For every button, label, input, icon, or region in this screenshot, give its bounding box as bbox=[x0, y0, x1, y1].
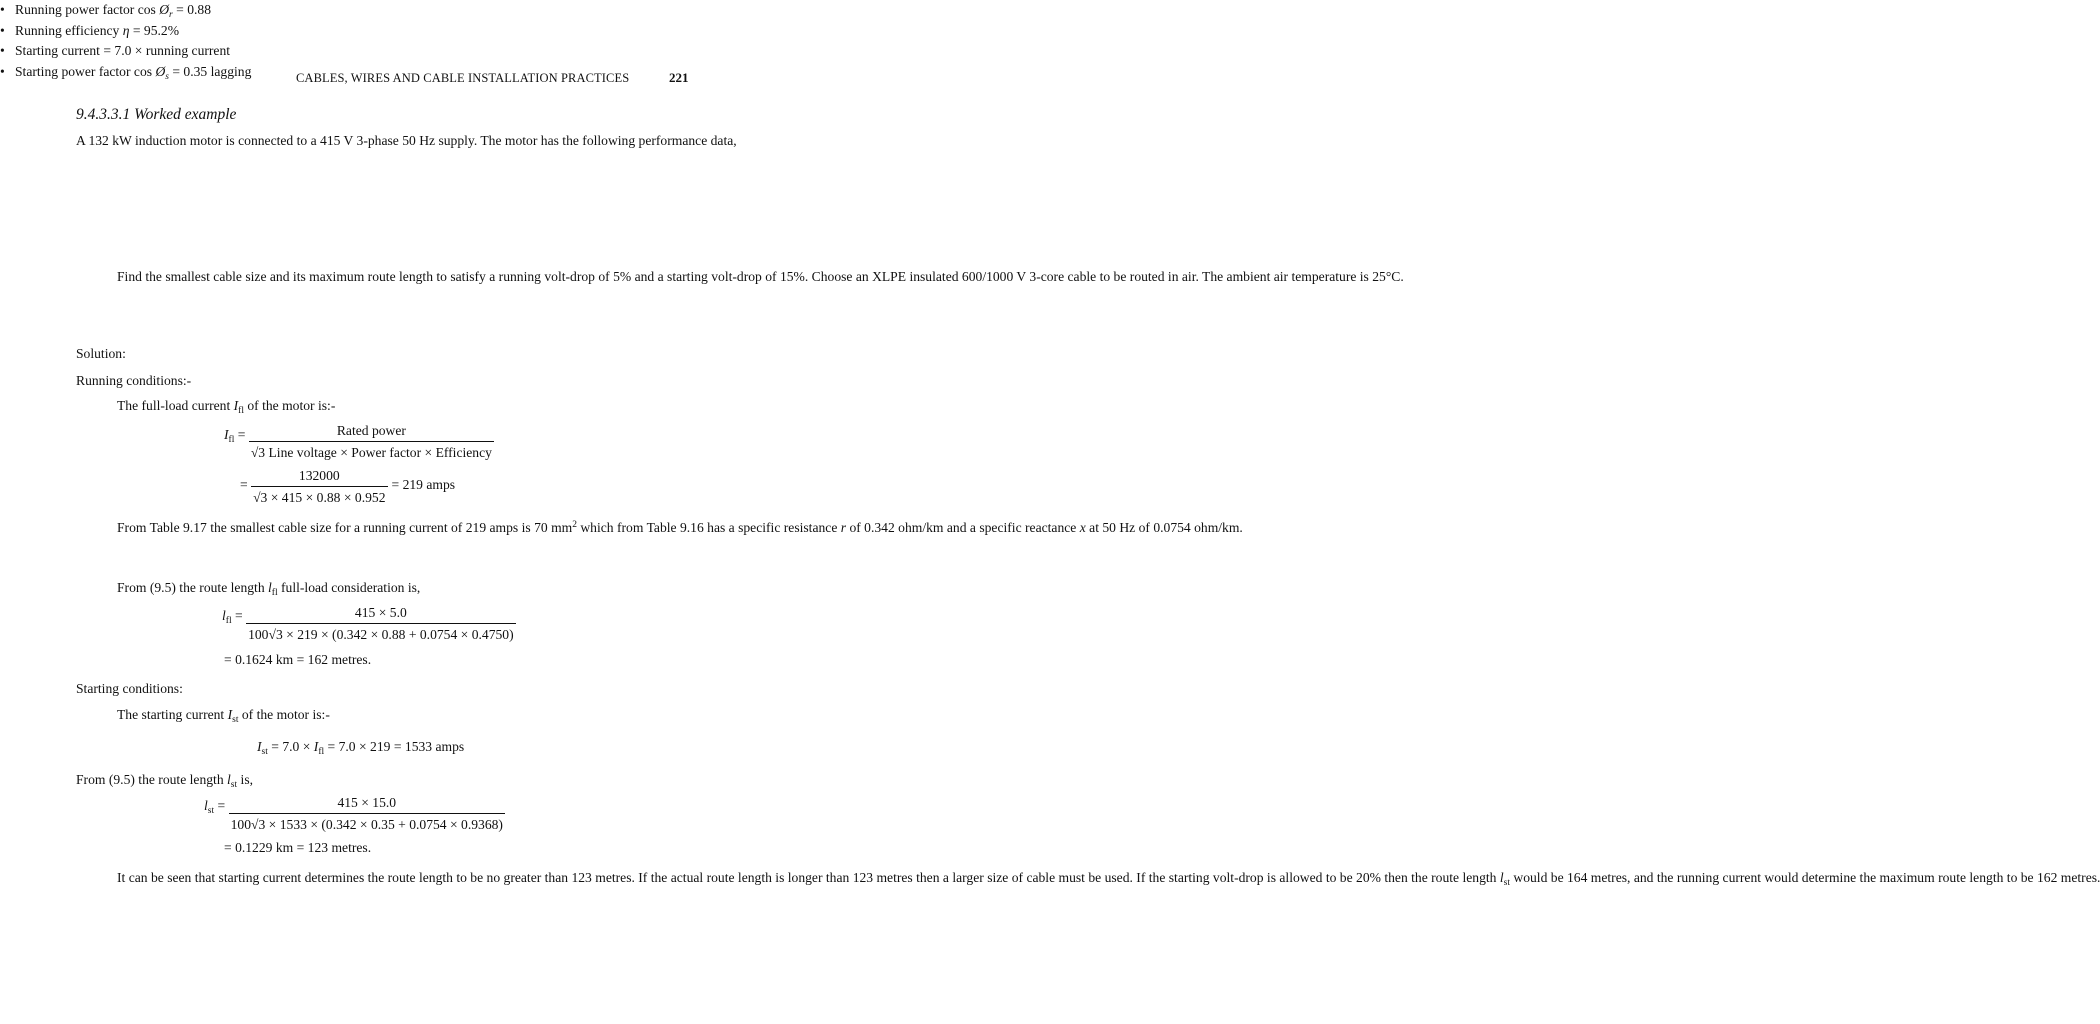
running-header: CABLES, WIRES AND CABLE INSTALLATION PRACTICES bbox=[296, 71, 630, 85]
list-item: • Running efficiency η = 95.2% bbox=[0, 21, 786, 42]
conclusion-paragraph: It can be seen that starting current determines the route length to be no greater than 123 metres. If the actual route length is longer than 123 metres then a larger size of cable must be used. If the starting volt-drop is allowed to be 20% then the route length $l_{st}$ would be 164 metres, and the running current would determine the maximum route length to be 162 metres. bbox=[117, 870, 2100, 888]
full-load-current-equation: $I_{fl}$ = $\frac{\text{Rated power}}{\text{√3 Line voltage × Power factor × Efficiency}}$ bbox=[224, 423, 492, 460]
starting-current-intro: The starting current $I_{st}$ of the motor is:- bbox=[117, 707, 330, 725]
full-load-current-result: = $\frac{132000}{√3 \times 415 \times 0.88 \times 0.952}$ = 219 amps bbox=[240, 468, 456, 505]
page-number: 221 bbox=[669, 70, 689, 85]
fraction: $\frac{415 \times 15.0}{100√3 \times 1533 \times (0.342 \times 0.35 + 0.0754 \times 0.9368)}$ bbox=[230, 795, 503, 832]
route-length-fl-intro: From (9.5) the route length $l_{fl}$ full-load consideration is, bbox=[117, 580, 421, 598]
list-item: • Running power factor $\cos Ø_r = 0.88$ bbox=[0, 0, 786, 21]
starting-current-equation: $I_{st} = 7.0 \times I_{fl} = 7.0 \times 219 = 1533$ amps bbox=[257, 739, 465, 757]
fraction: $\frac{\text{Rated power}}{\text{√3 Line voltage × Power factor × Efficiency}}$ bbox=[250, 423, 492, 460]
route-length-st-result: = 0.1229 km = 123 metres. bbox=[224, 840, 372, 855]
full-load-intro: The full-load current $I_{fl}$ of the motor is:- bbox=[117, 398, 336, 416]
cable-size-paragraph: From Table 9.17 the smallest cable size for a running current of 219 amps is 70 $mm^2$ which from Table 9.16 has a specific resistance r of 0.342 ohm/km and a specific reactance x at 50 Hz of 0.0754 ohm/km. bbox=[117, 520, 1243, 535]
route-length-fl-equation: $l_{fl}$ = $\frac{415 \times 5.0}{100√3 \times 219 \times (0.342 \times 0.88 + 0.0754 \times 0.4750)}$ bbox=[222, 605, 514, 642]
section-heading: 9.4.3.3.1 Worked example bbox=[76, 106, 237, 123]
route-length-st-equation: $l_{st}$ = $\frac{415 \times 15.0}{100√3 \times 1533 \times (0.342 \times 0.35 + 0.0754 \times 0.9368)}$ bbox=[204, 795, 503, 832]
route-length-fl-result: = 0.1624 km = 162 metres. bbox=[224, 652, 372, 667]
list-item: • Starting current = 7.0 × running current bbox=[0, 41, 786, 62]
fraction: $\frac{132000}{√3 \times 415 \times 0.88 \times 0.952}$ bbox=[253, 468, 386, 505]
running-conditions-label: Running conditions:- bbox=[76, 373, 192, 388]
solution-label: Solution: bbox=[76, 346, 126, 361]
list-item: • Starting power factor $\cos Ø_s = 0.35$ lagging bbox=[0, 62, 786, 83]
fraction: $\frac{415 \times 5.0}{100√3 \times 219 \times (0.342 \times 0.88 + 0.0754 \times 0.4750)}$ bbox=[248, 605, 514, 642]
problem-paragraph: Find the smallest cable size and its maximum route length to satisfy a running volt-drop of 5% and a starting volt-drop of 15%. Choose an XLPE insulated 600/1000 V 3-core cable to be routed in air. The ambient air temperature is 25°C. bbox=[117, 269, 1404, 284]
starting-conditions-label: Starting conditions: bbox=[76, 681, 183, 696]
route-length-st-intro: From (9.5) the route length $l_{st}$ is, bbox=[76, 772, 254, 790]
performance-data-list bbox=[0, 0, 786, 82]
intro-paragraph: A 132 kW induction motor is connected to a 415 V 3-phase 50 Hz supply. The motor has the following performance data, bbox=[76, 133, 737, 148]
